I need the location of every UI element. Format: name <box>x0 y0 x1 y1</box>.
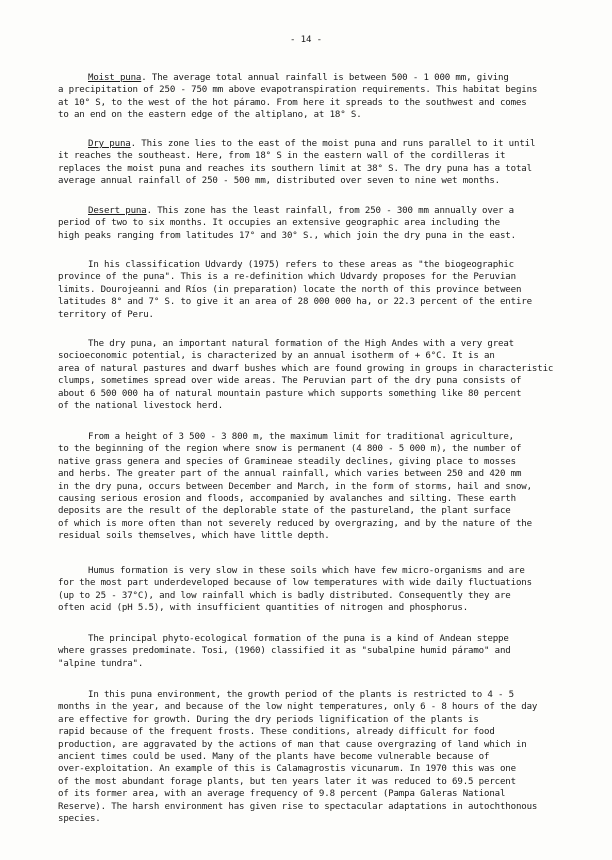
paragraph-line: Moist puna. The average total annual rainfall is between 500 - 1 000 mm, giving <box>88 73 509 83</box>
paragraph-line: Reserve). The harsh environment has given rise to spectacular adaptations in autochthonous <box>58 801 538 812</box>
paragraph-line: (up to 25 - 37°C), and low rainfall which is badly distributed. Consequently they are <box>58 590 511 601</box>
paragraph-line: in the dry puna, occurs between December and March, in the form of storms, hail and snow, <box>58 481 532 492</box>
paragraph-line: Humus formation is very slow in these soils which have few micro-organisms and are <box>88 566 525 576</box>
paragraph-desert-puna <box>58 205 578 242</box>
paragraph-line: high peaks ranging from latitudes 17° and 30° S., which join the dry puna in the east. <box>58 230 516 241</box>
paragraph-line: of the national livestock herd. <box>58 401 224 412</box>
paragraph-line: In this puna environment, the growth period of the plants is restricted to 4 - 5 <box>88 690 514 700</box>
paragraph-line: causing serious erosion and floods, accompanied by avalanches and silting. These earth <box>58 494 516 505</box>
heading-desert-puna: Desert puna <box>88 206 147 216</box>
paragraph-line: a precipitation of 250 - 750 mm above evapotranspiration requirements. This habitat begins <box>58 85 538 96</box>
paragraph-line: it reaches the southeast. Here, from 18° S in the eastern wall of the cordilleras it <box>58 151 506 162</box>
paragraph-line: latitudes 8° and 7° S. to give it an area of 28 000 000 ha, or 22.3 percent of the entire <box>58 297 532 308</box>
paragraph-line: period of two to six months. It occupies an extensive geographic area including the <box>58 218 500 229</box>
paragraph-line: area of natural pastures and dwarf bushes which are found growing in groups in characteristic <box>58 363 554 374</box>
paragraph-phyto <box>58 633 578 670</box>
paragraph-line: of the most abundant forage plants, but ten years later it was reduced to 69.5 percent <box>58 776 516 787</box>
paragraph-line: where grasses predominate. Tosi, (1960) classified it as "subalpine humid páramo" and <box>58 646 511 657</box>
paragraph-line: clumps, sometimes spread over wide areas. The Peruvian part of the dry puna consists of <box>58 376 522 387</box>
paragraph-line: and herbs. The greater part of the annual rainfall, which varies between 250 and 420 mm <box>58 469 522 480</box>
paragraph-line: The dry puna, an important natural formation of the High Andes with a very great <box>88 339 514 349</box>
paragraph-line: Desert puna. This zone has the least rainfall, from 250 - 300 mm annually over a <box>88 206 514 216</box>
paragraph-line: native grass genera and species of Gramineae steadily declines, giving place to mosses <box>58 456 516 467</box>
page-number: - 14 - <box>290 35 322 45</box>
paragraph-line: of its former area, with an average frequency of 9.8 percent (Pampa Galeras National <box>58 789 506 800</box>
paragraph-line: In his classification Udvardy (1975) refers to these areas as "the biogeographic <box>88 260 514 270</box>
paragraph-dry-puna-formation <box>58 338 578 412</box>
paragraph-moist-puna <box>58 72 578 122</box>
paragraph-line: months in the year, and because of the low night temperatures, only 6 - 8 hours of the day <box>58 702 538 713</box>
paragraph-line: for the most part underdeveloped because of low temperatures with wide daily fluctuations <box>58 578 532 589</box>
paragraph-growth <box>58 689 578 825</box>
paragraph-line: rapid because of the frequent frosts. These conditions, already difficult for food <box>58 727 495 738</box>
paragraph-line: deposits are the result of the deplorable state of the pastureland, the plant surface <box>58 506 511 517</box>
paragraph-udvardy <box>58 259 578 321</box>
paragraph-line: limits. Dourojeanni and Ríos (in preparation) locate the north of this province between <box>58 284 522 295</box>
heading-dry-puna: Dry puna <box>88 139 131 149</box>
paragraph-line: often acid (pH 5.5), with insufficient quantities of nitrogen and phosphorus. <box>58 603 469 614</box>
paragraph-line: about 6 500 000 ha of natural mountain pasture which supports something like 80 percent <box>58 388 522 399</box>
paragraph-height <box>58 431 578 543</box>
paragraph-line: at 10° S, to the west of the hot páramo. From here it spreads to the southwest and comes <box>58 97 527 108</box>
paragraph-line: territory of Peru. <box>58 309 154 320</box>
paragraph-line: average annual rainfall of 250 - 500 mm, distributed over seven to nine wet months. <box>58 176 500 187</box>
paragraph-line: over-exploitation. An example of this is Calamagrostis vicunarum. In 1970 this was one <box>58 764 516 775</box>
paragraph-line: of which is more often than not severely reduced by overgrazing, and by the nature of the <box>58 518 532 529</box>
paragraph-line: to the beginning of the region where snow is permanent (4 800 - 5 000 m), the number of <box>58 444 522 455</box>
paragraph-line: From a height of 3 500 - 3 800 m, the maximum limit for traditional agriculture, <box>88 432 514 442</box>
paragraph-line: "alpine tundra". <box>58 658 144 669</box>
paragraph-dry-puna <box>58 138 578 188</box>
paragraph-line: residual soils themselves, which have little depth. <box>58 531 330 542</box>
paragraph-line: Dry puna. This zone lies to the east of the moist puna and runs parallel to it until <box>88 139 536 149</box>
paragraph-line: to an end on the eastern edge of the altiplano, at 18° S. <box>58 110 362 121</box>
paragraph-line: are effective for growth. During the dry periods lignification of the plants is <box>58 714 479 725</box>
heading-moist-puna: Moist puna <box>88 73 142 83</box>
paragraph-line: species. <box>58 814 101 825</box>
paragraph-line: replaces the moist puna and reaches its southern limit at 38° S. The dry puna has a total <box>58 163 532 174</box>
paragraph-line: ancient times could be used. Many of the plants have become vulnerable because of <box>58 752 490 763</box>
paragraph-line: province of the puna". This is a re-definition which Udvardy proposes for the Peruvian <box>58 272 516 283</box>
paragraph-line: production, are aggravated by the actions of man that cause overgrazing of land which in <box>58 739 527 750</box>
paragraph-line: The principal phyto-ecological formation of the puna is a kind of Andean steppe <box>88 634 509 644</box>
paragraph-humus <box>58 565 578 615</box>
paragraph-line: socioeconomic potential, is characterized by an annual isotherm of + 6°C. It is an <box>58 351 495 362</box>
